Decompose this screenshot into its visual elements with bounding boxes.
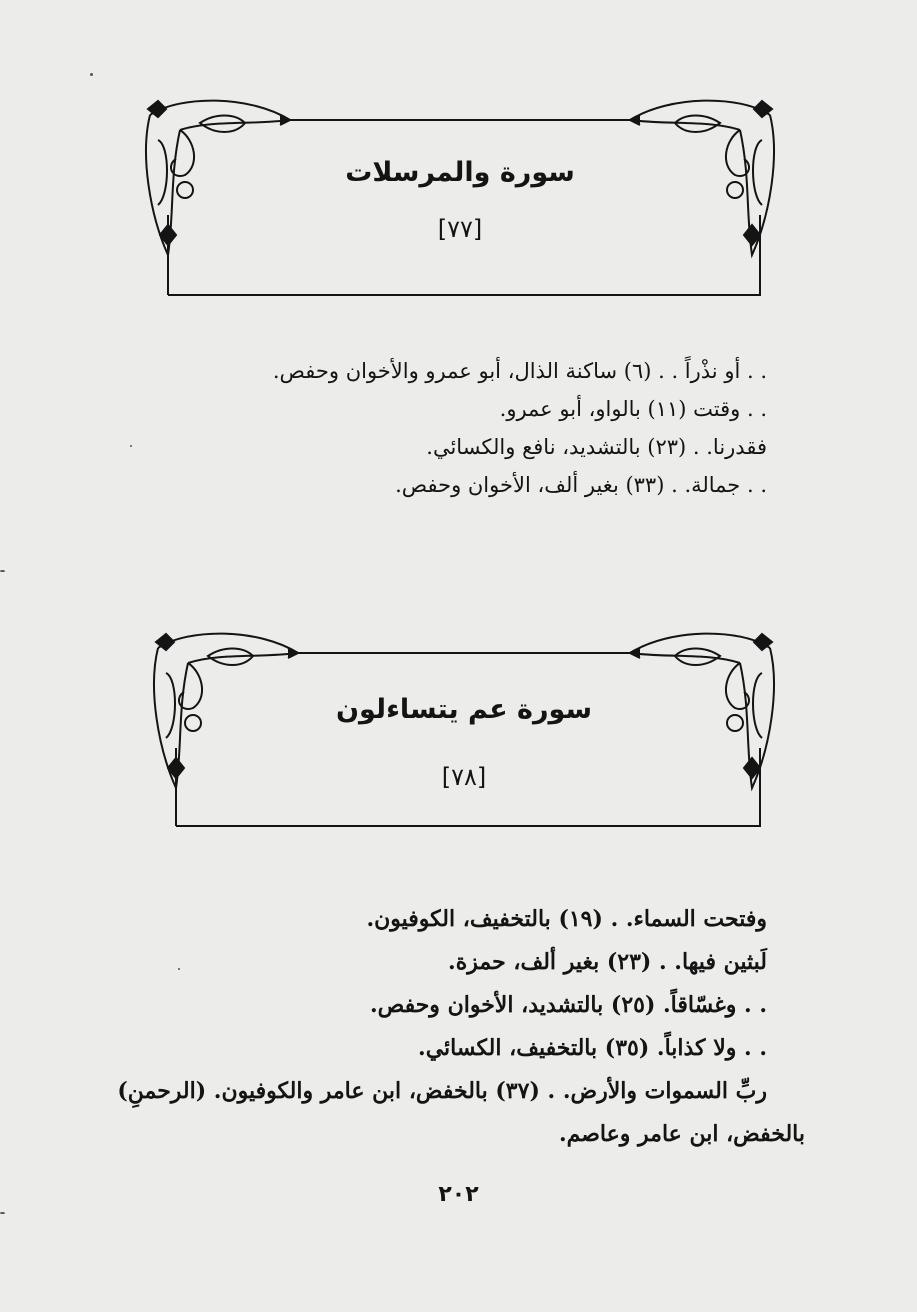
reading-line: لَبثين فيها. . (٢٣) بغير ألف، حمزة. [448, 949, 767, 975]
reading-line: . . وغسّاقاً. (٢٥) بالتشديد، الأخوان وحفص. [369, 992, 767, 1018]
readings-list-1 [127, 352, 767, 504]
page-number: ٢٠٢ [438, 1182, 479, 1207]
reading-line: ربِّ السموات والأرض. . (٣٧) بالخفض، ابن عامر والكوفيون. (الرحمنِ) [117, 1078, 767, 1104]
surah-number: [٧٨] [441, 763, 487, 791]
readings-list-2 [105, 898, 805, 1156]
scan-speck [0, 570, 5, 572]
surah-header-frame-1 [140, 95, 780, 305]
reading-line: . . وقتت (١١) بالواو، أبو عمرو. [499, 397, 767, 421]
scan-speck [178, 968, 180, 970]
reading-line: . . أو نذْراً . . (٦) ساكنة الذال، أبو عمرو والأخوان وحفص. [272, 359, 767, 383]
scan-speck [90, 73, 93, 76]
scan-speck [0, 1212, 5, 1214]
reading-line: وفتحت السماء. . (١٩) بالتخفيف، الكوفيون. [366, 906, 767, 932]
surah-title: سورة والمرسلات [345, 157, 575, 188]
scan-speck [130, 445, 132, 447]
ornamental-border [148, 628, 780, 833]
reading-line: فقدرنا. . (٢٣) بالتشديد، نافع والكسائي. [426, 435, 767, 459]
surah-title: سورة عم يتساءلون [335, 694, 593, 725]
reading-line: . . ولا كذاباً. (٣٥) بالتخفيف، الكسائي. [418, 1035, 767, 1061]
surah-header-frame-2 [148, 628, 780, 833]
ornamental-border [140, 95, 780, 305]
surah-number: [٧٧] [437, 215, 483, 243]
reading-line: . . جمالة. . (٣٣) بغير ألف، الأخوان وحفص. [395, 473, 767, 497]
reading-line: بالخفض، ابن عامر وعاصم. [558, 1121, 805, 1147]
